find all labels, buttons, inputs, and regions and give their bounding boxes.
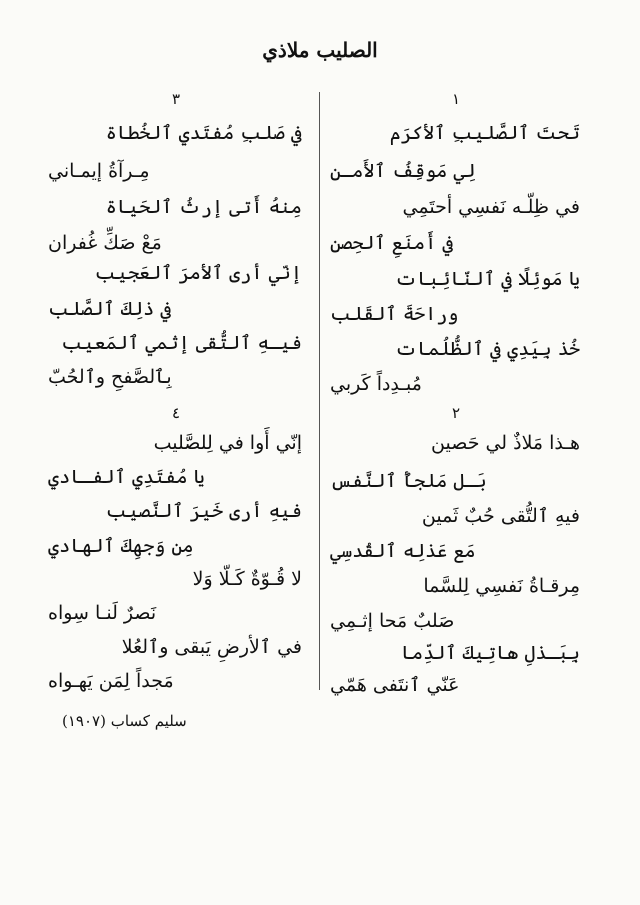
stanza-number: ٣ — [171, 90, 181, 108]
verse-line: مُبـدِداً كَربي — [330, 373, 422, 395]
verse-line: نَصرٌ لَنـا سِواه — [48, 602, 157, 624]
verse-line: مَعْ صَكِّ غُفران — [48, 232, 162, 254]
author-signature: سليم كساب (١٩٠٧) — [62, 712, 187, 730]
verse-line: في ذلِكَ ٱلصَّلب — [48, 298, 172, 320]
verse-line: لا قُـوّةٌ كَـلّا وَلا — [192, 568, 302, 590]
verse-line: في ٱلأرضِ يَبقى وٱلعُلا — [121, 636, 302, 658]
verse-line: مَع عَذلِه ٱلقُدسِي — [330, 540, 476, 562]
verse-line: مِنهُ أَتى إرثُ ٱلحَياة — [105, 196, 302, 218]
stanza-number: ٢ — [451, 404, 461, 422]
verse-line: لِي مَوقِفُ ٱلأَمـن — [330, 160, 476, 182]
verse-line: مَجداً لِمَن يَهـواه — [48, 670, 174, 692]
verse-line: في أَمنَعِ ٱلحِصن — [330, 232, 454, 254]
verse-line: فيهِ ٱلتُّقى حُبٌ ثَمين — [421, 505, 580, 527]
verse-line: مِن وَجهِكَ ٱلهادي — [48, 535, 194, 557]
verse-line: إنّي أَوا في لِلصَّليب — [153, 432, 302, 454]
verse-line: في صَلبِ مُفتَدي ٱلخُطاة — [105, 122, 302, 144]
verse-line: يا مَوئِلًا في ٱلنّائِبات — [394, 268, 580, 290]
verse-line: إنّي أرى ٱلأمرَ ٱلعَجيب — [94, 262, 302, 284]
verse-line: عَنّي ٱنتَفى هَمّي — [330, 674, 460, 696]
verse-line: بِبَـذلِ هاتِيكَ ٱلدِّما — [400, 642, 580, 664]
verse-line: بِٱلصَّفحِ وٱلحُبّ — [48, 366, 172, 388]
stanza-number: ٤ — [171, 404, 181, 422]
verse-line: يا مُفتَدِي ٱلفـادي — [48, 466, 205, 488]
poem-title: الصليب ملاذي — [262, 38, 378, 62]
verse-line: هـذا مَلاذٌ لي حَصين — [431, 432, 580, 454]
verse-line: مِرقـاةُ نَفسِي لِلسَّما — [423, 575, 580, 597]
verse-line: وراحَةَ ٱلقَلب — [330, 303, 459, 325]
verse-line: خُذ بِيَدِي في ٱلظُّلُمات — [394, 338, 580, 360]
verse-line: مِـرآةُ إيمـاني — [48, 160, 150, 182]
verse-line: في ظِلّـه نَفسِي أحتَمِي — [402, 196, 580, 218]
column-divider — [319, 92, 320, 690]
verse-line: فيهِ أرى خَيرَ ٱلنَّصيب — [105, 500, 302, 522]
verse-line: تَحتَ ٱلصَّليبِ ٱلأكرَم — [389, 122, 580, 144]
verse-line: صَلبٌ مَحا إثـمِي — [330, 610, 455, 632]
verse-line: بَـل مَلجأُ ٱلنَّفس — [330, 470, 487, 492]
verse-line: فيـهِ ٱلتُّقى إثمي ٱلمَعيب — [61, 332, 302, 354]
stanza-number: ١ — [451, 90, 461, 108]
